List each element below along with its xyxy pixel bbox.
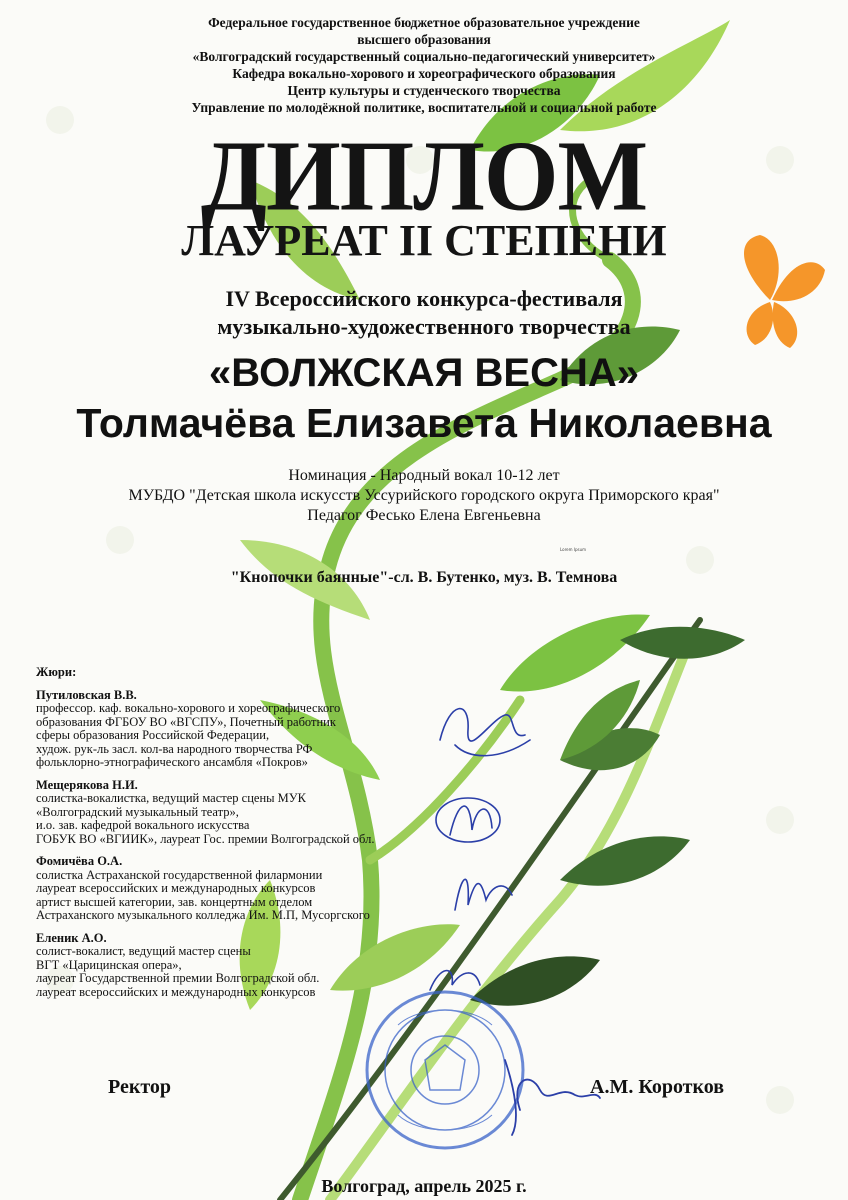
song-title: "Кнопочки баянные"-сл. В. Бутенко, муз. В. Темнова (230, 569, 618, 586)
jury-member-line: «Волгоградский музыкальный театр», (36, 804, 239, 819)
jury-member-line: артист высшей категории, зав. концертным отделом (36, 894, 313, 909)
official-stamp-icon (367, 992, 523, 1148)
jury-member-line: фольклорно-этнографического ансамбля «Покров» (36, 755, 308, 769)
jury-member-line: солистка-вокалистка, ведущий мастер сцены МУК (36, 791, 306, 805)
nomination: Номинация - Народный вокал 10-12 лет (288, 467, 560, 484)
header-line: Кафедра вокально-хорового и хореографического образования (232, 66, 616, 81)
diploma-title: ДИПЛОМ (200, 119, 648, 232)
jury-member-name: Фомичёва О.А. (36, 854, 123, 868)
signature-icon (455, 879, 512, 910)
jury-member-line: сферы образования Российской Федерации, (36, 728, 270, 742)
rector-title: Ректор (108, 1076, 172, 1098)
signature-icon (440, 709, 530, 756)
header-line: Центр культуры и студенческого творчества (287, 83, 561, 98)
contest-line: музыкально-художественного творчества (217, 314, 631, 339)
jury-member-line: профессор. каф. вокально-хорового и хореографического (36, 701, 341, 715)
jury-member-line: лауреат всероссийских и международных конкурсов (36, 984, 316, 999)
header-line: «Волгоградский государственный социально-педагогический университет» (192, 49, 656, 64)
jury-title: Жюри: (36, 665, 77, 679)
jury-member-line: образования ФГБОУ ВО «ВГСПУ», Почетный работник (36, 714, 336, 729)
jury-member-line: ГОБУК ВО «ВГИИК», лауреат Гос. премии Волгоградской обл. (36, 831, 375, 846)
jury-member-name: Еленик А.О. (36, 930, 107, 945)
signature-icon (430, 971, 480, 990)
contest-line: IV Всероссийского конкурса-фестиваля (225, 286, 623, 311)
jury-member-name: Путиловская В.В. (36, 687, 137, 702)
jury-member-line: солист-вокалист, ведущий мастер сцены (36, 944, 251, 958)
laureate-name: Толмачёва Елизавета Николаевна (76, 400, 772, 446)
city-date: Волгоград, апрель 2025 г. (321, 1176, 527, 1196)
header-line: Управление по молодёжной политике, воспитательной и социальной работе (191, 100, 657, 115)
diploma-subtitle: ЛАУРЕАТ II СТЕПЕНИ (181, 216, 667, 265)
tiny-mark: Lorem Ipsum (560, 547, 587, 552)
header-line: высшего образования (357, 32, 491, 47)
jury-member-line: солистка Астраханской государственной филармонии (36, 867, 323, 882)
jury-member-name: Мещерякова Н.И. (36, 777, 138, 792)
jury-member-line: Астраханского музыкального колледжа Им. М.П, Мусоргского (36, 908, 370, 922)
rector-name: А.М. Коротков (590, 1076, 725, 1098)
teacher: Педагог Фесько Елена Евгеньевна (307, 507, 541, 524)
jury-member-line: лауреат Государственной премии Волгоградской обл. (36, 971, 320, 985)
jury-member-line: и.о. зав. кафедрой вокального искусства (36, 818, 250, 832)
festival-name: «ВОЛЖСКАЯ ВЕСНА» (209, 351, 639, 395)
jury-member-line: худож. рук-ль засл. кол-ва народного творчества РФ (36, 741, 313, 756)
jury-member-line: лауреат всероссийских и международных конкурсов (36, 881, 316, 895)
jury-member-line: ВГТ «Царицинская опера», (36, 957, 182, 972)
header-line: Федеральное государственное бюджетное образовательное учреждение (208, 15, 640, 30)
signature-icon (436, 798, 500, 842)
school: МУБДО "Детская школа искусств Уссурийского городского округа Приморского края" (128, 487, 720, 504)
